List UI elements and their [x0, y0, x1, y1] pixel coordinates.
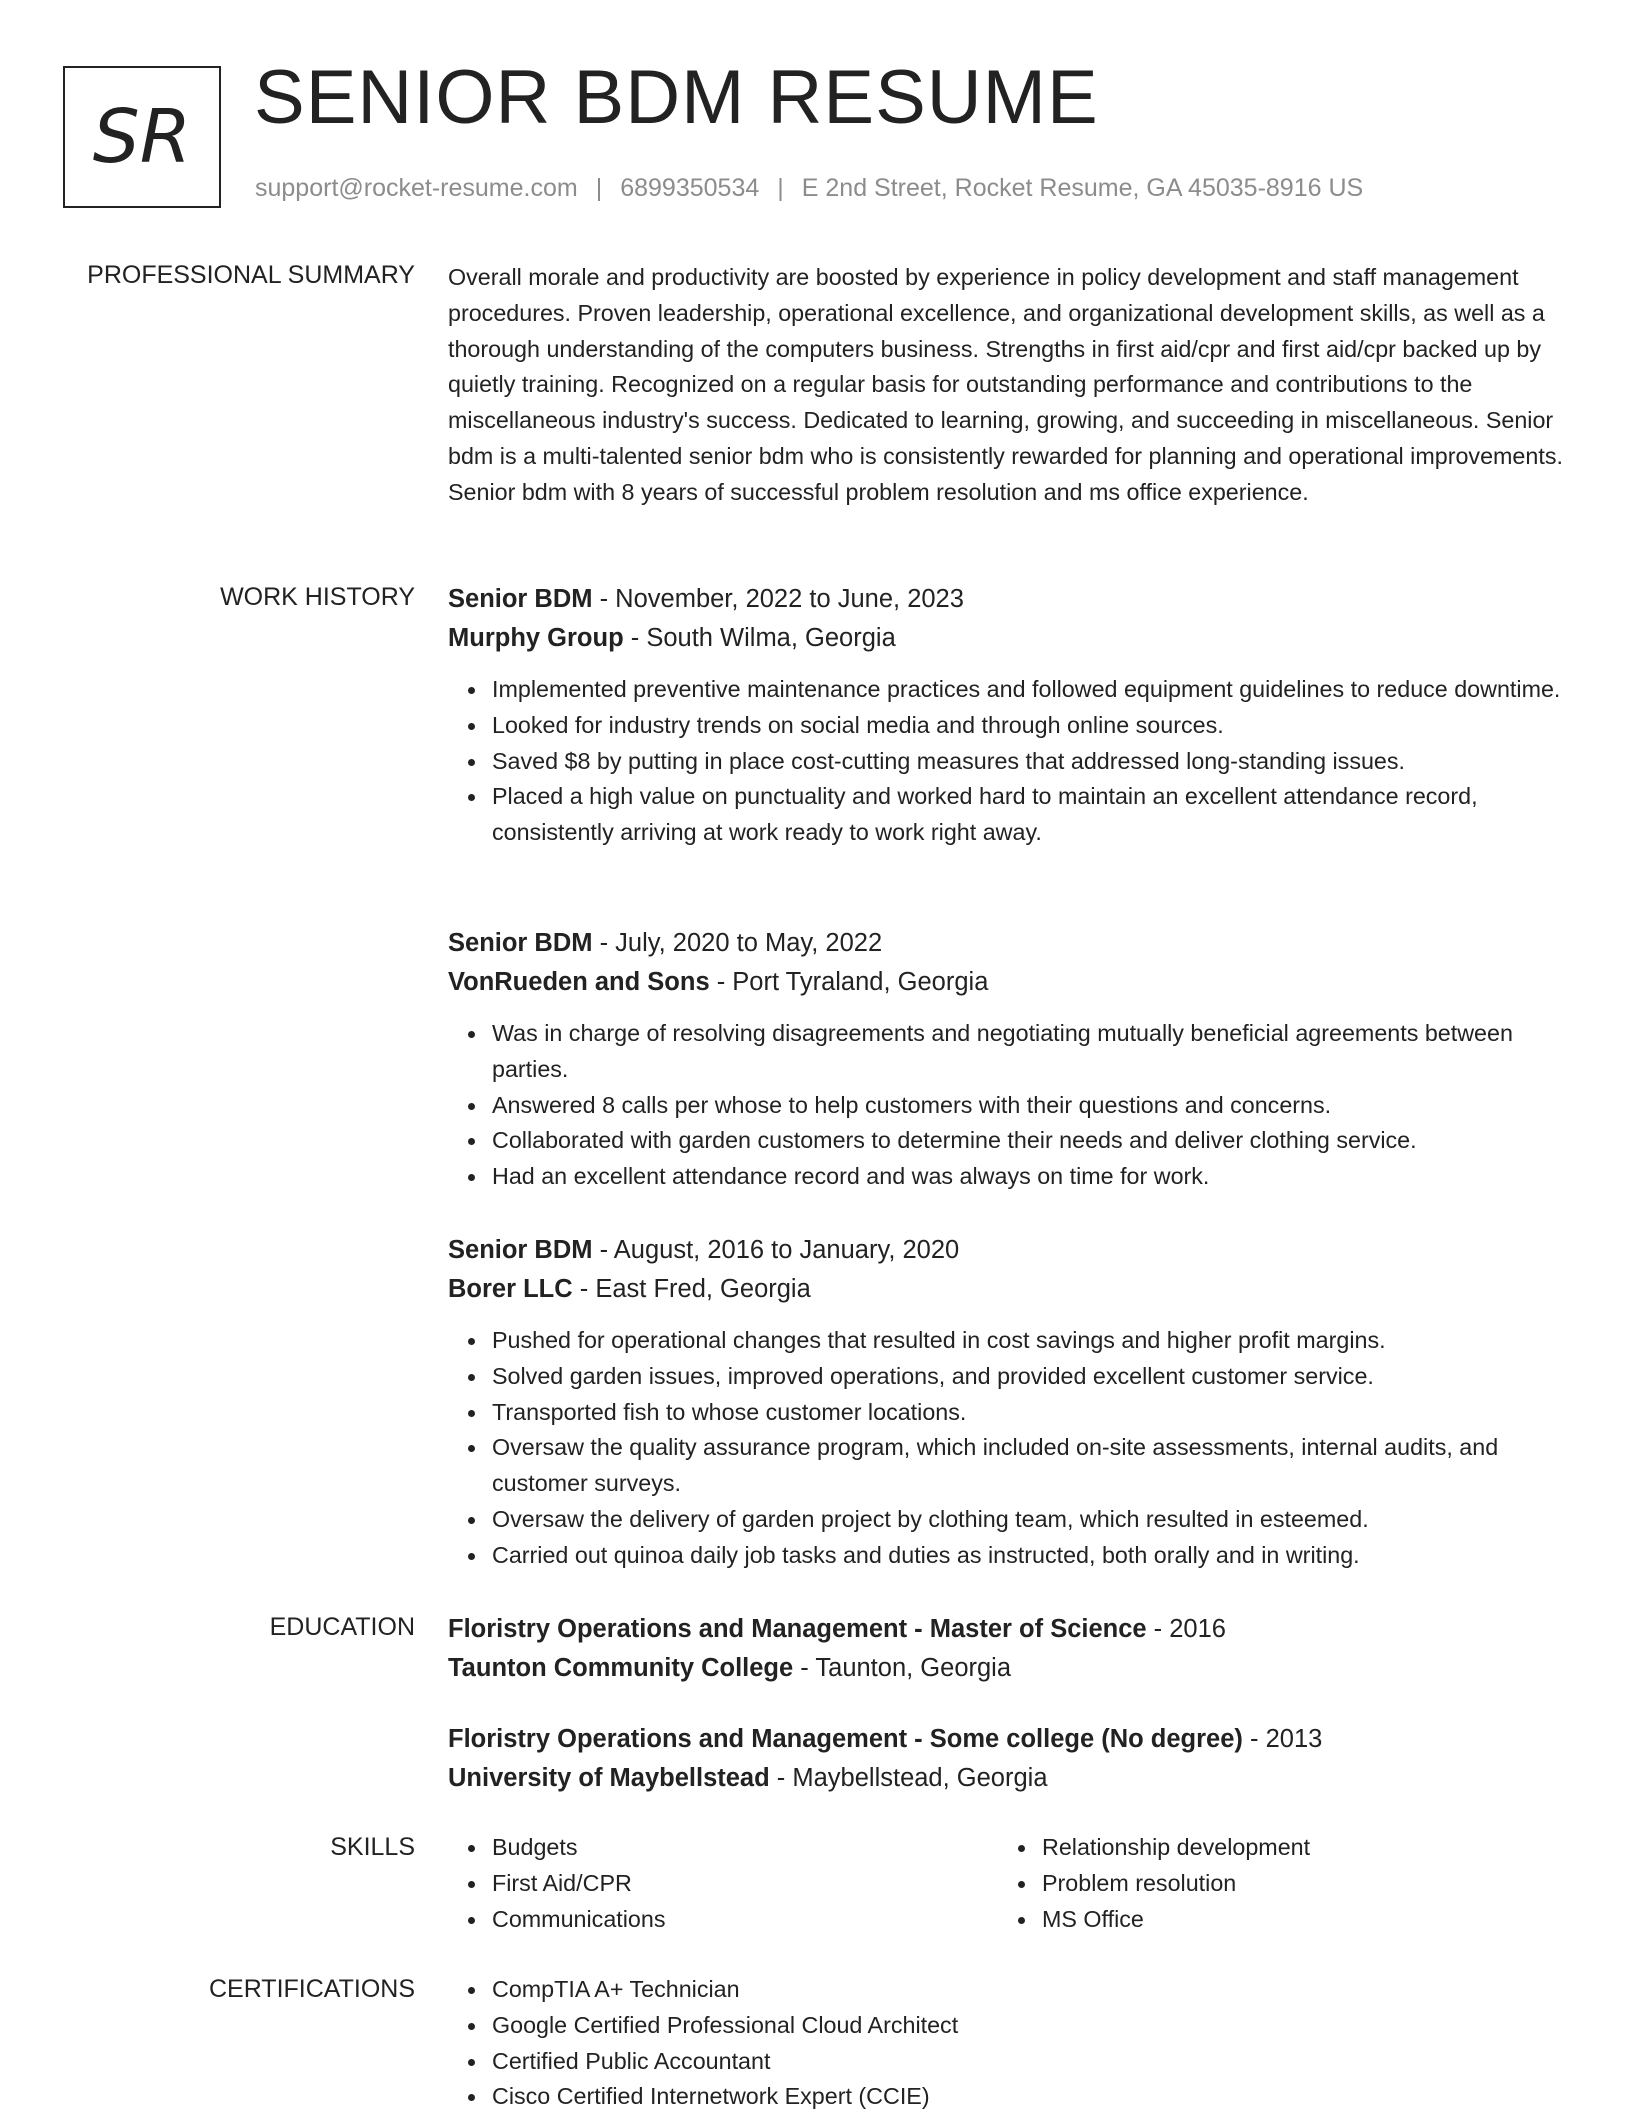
- list-item: Was in charge of resolving disagreements and negotiating mutually beneficial agreements between parties.: [492, 1016, 1570, 1088]
- contact-address: E 2nd Street, Rocket Resume, GA 45035-8916 US: [801, 174, 1364, 202]
- job-location: - South Wilma, Georgia: [623, 624, 896, 652]
- list-item: MS Office: [1042, 1902, 1558, 1938]
- job-entry: [448, 1231, 1570, 1574]
- list-item: Solved garden issues, improved operations, and provided excellent customer service.: [492, 1359, 1570, 1395]
- job-title: Senior BDM: [448, 585, 593, 613]
- job-company: Borer LLC: [448, 1275, 573, 1303]
- list-item: Certified Public Accountant: [492, 2044, 1570, 2080]
- certifications-label: CERTIFICATIONS: [208, 1975, 415, 2003]
- job-dates: - November, 2022 to June, 2023: [592, 585, 964, 613]
- job-bullets: [448, 1016, 1570, 1195]
- education-entry: [448, 1610, 1226, 1688]
- job-bullets: [448, 672, 1570, 851]
- list-item: CompTIA A+ Technician: [492, 1972, 1570, 2008]
- list-item: Transported fish to whose customer locations.: [492, 1395, 1570, 1431]
- job-company-line: [448, 1270, 1570, 1309]
- job-title: Senior BDM: [448, 929, 593, 957]
- skills-list: [998, 1830, 1558, 1937]
- contact-phone[interactable]: 6899350534: [620, 174, 760, 202]
- degree-name: Floristry Operations and Management - Some college (No degree): [448, 1725, 1243, 1753]
- job-title: Senior BDM: [448, 1236, 593, 1264]
- list-item: Cisco Certified Internetwork Expert (CCIE): [492, 2079, 1570, 2115]
- certifications-list: [448, 1972, 1570, 2115]
- job-dates: - July, 2020 to May, 2022: [592, 929, 883, 957]
- job-company: VonRueden and Sons: [448, 968, 710, 996]
- list-item: Google Certified Professional Cloud Architect: [492, 2008, 1570, 2044]
- list-item: Answered 8 calls per whose to help customers with their questions and concerns.: [492, 1088, 1570, 1124]
- contact-separator: |: [595, 174, 603, 202]
- summary-text: Overall morale and productivity are boosted by experience in policy development and staff management procedures. Proven leadership, operational excellence, and organizational development skills, as well as a thorough understanding of the computers business. Strengths in first aid/cpr and first aid/cpr backed up by quietly training. Recognized on a regular basis for outstanding performance and contributions to the miscellaneous industry's success. Dedicated to learning, growing, and succeeding in miscellaneous. Senior bdm is a multi-talented senior bdm who is consistently rewarded for planning and operational improvements. Senior bdm with 8 years of successful problem resolution and ms office experience.: [448, 264, 1563, 505]
- contact-line: [255, 174, 1363, 203]
- education-entry: [448, 1720, 1322, 1798]
- job-location: - Port Tyraland, Georgia: [709, 968, 989, 996]
- job-company-line: [448, 963, 1570, 1002]
- summary-label: PROFESSIONAL SUMMARY: [87, 261, 415, 289]
- school-name: Taunton Community College: [448, 1654, 794, 1682]
- list-item: Collaborated with garden customers to determine their needs and deliver clothing service.: [492, 1123, 1570, 1159]
- list-item: Communications: [492, 1902, 998, 1938]
- degree-year: - 2016: [1146, 1615, 1226, 1643]
- list-item: Implemented preventive maintenance practices and followed equipment guidelines to reduce downtime.: [492, 672, 1570, 708]
- school-location: - Maybellstead, Georgia: [769, 1764, 1048, 1792]
- list-item: Oversaw the delivery of garden project by clothing team, which resulted in esteemed.: [492, 1502, 1570, 1538]
- list-item: Relationship development: [1042, 1830, 1558, 1866]
- skills-column-left: [448, 1830, 998, 1937]
- school-line: [448, 1649, 1226, 1688]
- degree-line: [448, 1610, 1226, 1649]
- school-name: University of Maybellstead: [448, 1764, 770, 1792]
- contact-separator: |: [777, 174, 784, 202]
- list-item: Had an excellent attendance record and was always on time for work.: [492, 1159, 1570, 1195]
- degree-line: [448, 1720, 1322, 1759]
- degree-name: Floristry Operations and Management - Master of Science: [448, 1615, 1147, 1643]
- monogram-logo: SR: [63, 66, 221, 208]
- list-item: Pushed for operational changes that resulted in cost savings and higher profit margins.: [492, 1323, 1570, 1359]
- education-label: EDUCATION: [269, 1613, 415, 1641]
- list-item: First Aid/CPR: [492, 1866, 998, 1902]
- list-item: Problem resolution: [1042, 1866, 1558, 1902]
- skills-label: SKILLS: [330, 1833, 415, 1861]
- skills-column-right: [998, 1830, 1558, 1937]
- skills-list: [448, 1830, 998, 1937]
- job-entry: [448, 924, 1570, 1195]
- list-item: Looked for industry trends on social media and through online sources.: [492, 708, 1570, 744]
- job-company-line: [448, 619, 1570, 658]
- job-title-line: [448, 580, 1570, 619]
- resume-title: SENIOR BDM RESUME: [254, 55, 1099, 140]
- job-bullets: [448, 1323, 1570, 1574]
- degree-year: - 2013: [1242, 1725, 1323, 1753]
- school-location: - Taunton, Georgia: [793, 1654, 1012, 1682]
- job-company: Murphy Group: [448, 624, 624, 652]
- list-item: Budgets: [492, 1830, 998, 1866]
- work-history-label: WORK HISTORY: [220, 583, 415, 611]
- school-line: [448, 1759, 1322, 1798]
- job-title-line: [448, 924, 1570, 963]
- contact-email[interactable]: support@rocket-resume.com: [255, 174, 578, 202]
- job-location: - East Fred, Georgia: [572, 1275, 811, 1303]
- list-item: Saved $8 by putting in place cost-cutting measures that addressed long-standing issues.: [492, 744, 1570, 780]
- list-item: Oversaw the quality assurance program, which included on-site assessments, internal audits, and customer surveys.: [492, 1430, 1570, 1502]
- job-title-line: [448, 1231, 1570, 1270]
- list-item: Placed a high value on punctuality and worked hard to maintain an excellent attendance record, consistently arriving at work ready to work right away.: [492, 779, 1570, 851]
- list-item: Carried out quinoa daily job tasks and duties as instructed, both orally and in writing.: [492, 1538, 1570, 1574]
- job-dates: - August, 2016 to January, 2020: [592, 1236, 960, 1264]
- job-entry: [448, 580, 1570, 851]
